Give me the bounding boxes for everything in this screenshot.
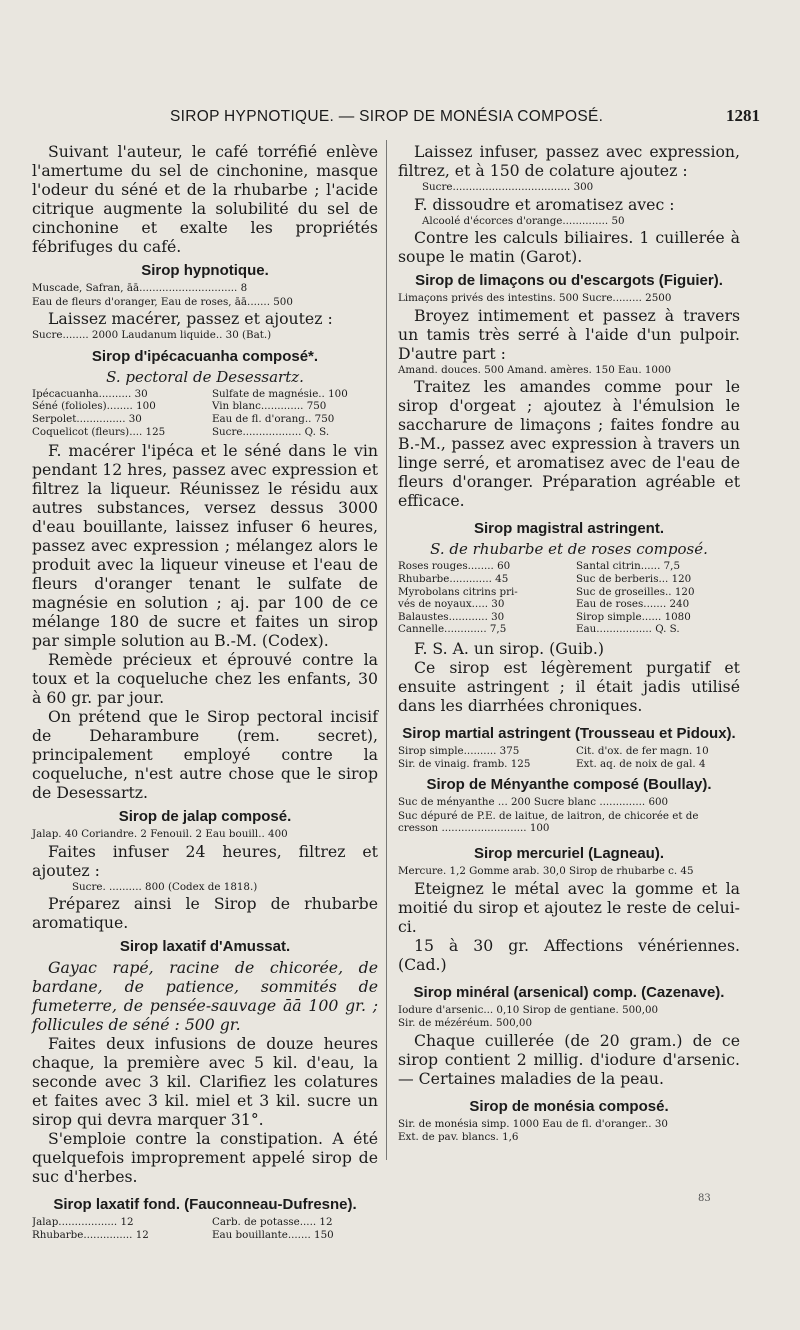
paragraph: S'emploie contre la constipation. A été quelquefois improprement appelé sirop de suc d'herbes. xyxy=(32,1129,378,1187)
recipe-cell: Myrobolans citrins pri- xyxy=(398,585,518,598)
recipe-line: Suc dépuré de P.E. de laitue, de laitron, de chicorée et de cresson .......................... 100 xyxy=(398,809,699,835)
section-heading: Sirop de Ményanthe composé (Boullay). xyxy=(426,776,712,794)
recipe-line: Mercure. 1,2 Gomme arab. 30,0 Sirop de rhubarbe c. 45 xyxy=(398,864,694,877)
recipe-table xyxy=(32,1216,378,1241)
section-heading: Sirop mercuriel (Lagneau). xyxy=(473,844,665,862)
recipe-cell: Eau bouillante....... 150 xyxy=(212,1228,334,1241)
paragraph: Traitez les amandes comme pour le sirop d'orgeat ; ajoutez à l'émulsion le saccharure de limaçons ; faites fondre au B.-M., passez avec expression à travers un linge serré, et aromatisez avec de l'eau de fleurs d'oranger. Préparation agréable et efficace. xyxy=(398,377,740,511)
recipe-line: Sir. de monésia simp. 1000 Eau de fl. d'oranger.. 30 xyxy=(398,1117,668,1130)
recipe-table xyxy=(398,745,740,770)
recipe-cell: Jalap.................. 12 xyxy=(32,1216,134,1229)
section-heading: Sirop magistral astringent. xyxy=(473,520,665,538)
paragraph: Laissez macérer, passez et ajoutez : xyxy=(48,309,333,329)
recipe-line: Muscade, Safran, āā.............................. 8 xyxy=(32,282,248,294)
recipe-line: Amand. douces. 500 Amand. amères. 150 Eau. 1000 xyxy=(398,363,672,376)
recipe-cell: Sirop simple.......... 375 xyxy=(398,744,520,757)
recipe-cell: Eau................. Q. S. xyxy=(576,623,680,636)
section-subheading: S. de rhubarbe et de roses composé. xyxy=(430,540,708,559)
running-title: SIROP HYPNOTIQUE. — SIROP DE MONÉSIA COMPOSÉ. xyxy=(170,108,604,125)
recipe-cell: Sulfate de magnésie.. 100 xyxy=(212,387,348,400)
paragraph: Remède précieux et éprouvé contre la toux et la coqueluche chez les enfants, 30 à 60 gr. par jour. xyxy=(32,650,378,708)
recipe-line: Sucre........ 2000 Laudanum liquide.. 30 (Bat.) xyxy=(32,329,272,342)
section-heading: Sirop laxatif d'Amussat. xyxy=(119,938,291,956)
section-heading: Sirop minéral (arsenical) comp. (Cazenave). xyxy=(413,983,725,1001)
right-column xyxy=(398,142,740,1145)
recipe-table xyxy=(32,388,378,438)
recipe-cell: Vin blanc............. 750 xyxy=(212,400,327,413)
recipe-cell: Ipécacuanha.......... 30 xyxy=(32,387,148,400)
paragraph: Préparez ainsi le Sirop de rhubarbe aromatique. xyxy=(32,894,378,933)
running-head xyxy=(40,108,760,132)
paragraph: Faites deux infusions de douze heures chaque, la première avec 5 kil. d'eau, la seconde avec 3 kil. Clarifiez les colatures et faites avec 3 kil. miel et 3 kil. sucre un sirop qui devra marquer 31°. xyxy=(32,1034,378,1130)
recipe-line: Sucre.................................... 300 xyxy=(422,181,594,193)
paragraph: 15 à 30 gr. Affections vénériennes. (Cad.) xyxy=(398,935,740,974)
section-heading: Sirop de jalap composé. xyxy=(118,808,292,826)
paragraph: Laissez infuser, passez avec expression, filtrez, et à 150 de colature ajoutez : xyxy=(398,142,740,180)
recipe-cell: Coquelicot (fleurs).... 125 xyxy=(32,425,166,438)
recipe-line: Alcoolé d'écorces d'orange.............. 50 xyxy=(422,214,625,227)
recipe-cell: Ext. aq. de noix de gal. 4 xyxy=(576,757,706,770)
recipe-cell: vés de noyaux..... 30 xyxy=(398,598,505,611)
recipe-line: Iodure d'arsenic... 0,10 Sirop de gentiane. 500,00 xyxy=(398,1003,659,1016)
recipe-cell: Séné (folioles)........ 100 xyxy=(32,400,156,413)
left-column xyxy=(32,142,378,1245)
recipe-cell: Santal citrin...... 7,5 xyxy=(576,560,680,573)
recipe-cell: Cannelle............. 7,5 xyxy=(398,623,507,636)
recipe-cell: Eau de fl. d'orang.. 750 xyxy=(212,412,335,425)
recipe-line: Jalap. 40 Coriandre. 2 Fenouil. 2 Eau bouill.. 400 xyxy=(32,828,288,841)
paragraph: Contre les calculs biliaires. 1 cuillerée à soupe le matin (Garot). xyxy=(398,228,740,267)
paragraph: Gayac rapé, racine de chicorée, de bardane, de patience, sommités de fumeterre, de pensée-sauvage āā 100 gr. ; follicules de séné : 500 gr. xyxy=(32,958,378,1035)
recipe-line: Suc de ményanthe ... 200 Sucre blanc .............. 600 xyxy=(398,796,669,809)
recipe-table xyxy=(398,560,740,636)
recipe-cell: Suc de groseilles.. 120 xyxy=(576,585,695,598)
recipe-line: Eau de fleurs d'oranger, Eau de roses, āā....... 500 xyxy=(32,295,293,308)
paragraph: F. S. A. un sirop. (Guib.) xyxy=(414,638,605,658)
paragraph: F. macérer l'ipéca et le séné dans le vin pendant 12 hres, passez avec expression et filtrez la liqueur. Réunissez le résidu aux autres substances, versez dessus 3000 d'eau bouillante, laissez infuser 6 heures, passez avec expression ; mélangez alors le produit avec la liqueur vineuse et l'eau de fleurs d'oranger tenant le sulfate de magnésie en solution ; aj. par 100 de ce mélange 180 de sucre et faites un sirop par simple solution au B.-M. (Codex). xyxy=(32,441,378,651)
paragraph: Ce sirop est légèrement purgatif et ensuite astringent ; il était jadis utilisé dans les diarrhées chroniques. xyxy=(398,657,740,715)
paragraph: Chaque cuillerée (de 20 gram.) de ce sirop contient 2 millig. d'iodure d'arsenic. — Certaines maladies de la peau. xyxy=(398,1030,740,1088)
recipe-cell: Balaustes............ 30 xyxy=(398,610,505,623)
recipe-cell: Rhubarbe............. 45 xyxy=(398,572,509,585)
recipe-cell: Sir. de vinaig. framb. 125 xyxy=(398,757,531,770)
section-heading: Sirop laxatif fond. (Fauconneau-Dufresne). xyxy=(53,1196,357,1214)
recipe-cell: Sirop simple...... 1080 xyxy=(576,610,691,623)
paragraph: Faites infuser 24 heures, filtrez et ajoutez : xyxy=(32,841,378,880)
recipe-line: Ext. de pav. blancs. 1,6 xyxy=(398,1131,519,1144)
recipe-line: Sucre. .......... 800 (Codex de 1818.) xyxy=(72,880,258,893)
section-heading: Sirop hypnotique. xyxy=(141,262,269,279)
paragraph: F. dissoudre et aromatisez avec : xyxy=(414,194,675,214)
section-heading: Sirop d'ipécacuanha composé*. xyxy=(91,347,319,365)
paragraph: Eteignez le métal avec la gomme et la moitié du sirop et ajoutez le reste de celui-ci. xyxy=(398,878,740,936)
recipe-cell: Rhubarbe............... 12 xyxy=(32,1228,149,1241)
recipe-cell: Eau de roses....... 240 xyxy=(576,598,690,611)
recipe-cell: Serpolet............... 30 xyxy=(32,412,142,425)
signature-mark: 83 xyxy=(698,1193,711,1204)
column-divider xyxy=(386,140,387,1160)
page-number: 1281 xyxy=(726,106,760,125)
recipe-line: Limaçons privés des intestins. 500 Sucre......... 2500 xyxy=(398,292,672,305)
section-heading: Sirop martial astringent (Trousseau et Pidoux). xyxy=(402,724,736,742)
recipe-cell: Carb. de potasse..... 12 xyxy=(212,1216,333,1229)
section-subheading: S. pectoral de Desessartz. xyxy=(106,367,304,386)
section-heading: Sirop de monésia composé. xyxy=(469,1097,669,1115)
recipe-cell: Roses rouges........ 60 xyxy=(398,560,511,573)
recipe-line: Sir. de mézéréum. 500,00 xyxy=(398,1017,533,1030)
section-heading: Sirop de limaçons ou d'escargots (Figuier). xyxy=(415,272,723,290)
recipe-cell: Sucre.................. Q. S. xyxy=(212,425,330,438)
paragraph: On prétend que le Sirop pectoral incisif de Deharambure (rem. secret), principalement employé contre la coqueluche, n'est autre chose que le sirop de Desessartz. xyxy=(32,707,378,803)
recipe-cell: Suc de berberis... 120 xyxy=(576,572,692,585)
paragraph: Suivant l'auteur, le café torréfié enlève l'amertume du sel de cinchonine, masque l'odeur du séné et de la rhubarbe ; l'acide citrique augmente la solubilité du sel de cinchonine et exalte les propriétés fébrifuges du café. xyxy=(32,142,378,256)
recipe-cell: Cit. d'ox. de fer magn. 10 xyxy=(576,744,709,757)
paragraph: Broyez intimement et passez à travers un tamis très serré à l'aide d'un pulpoir. D'autre part : xyxy=(398,305,740,363)
